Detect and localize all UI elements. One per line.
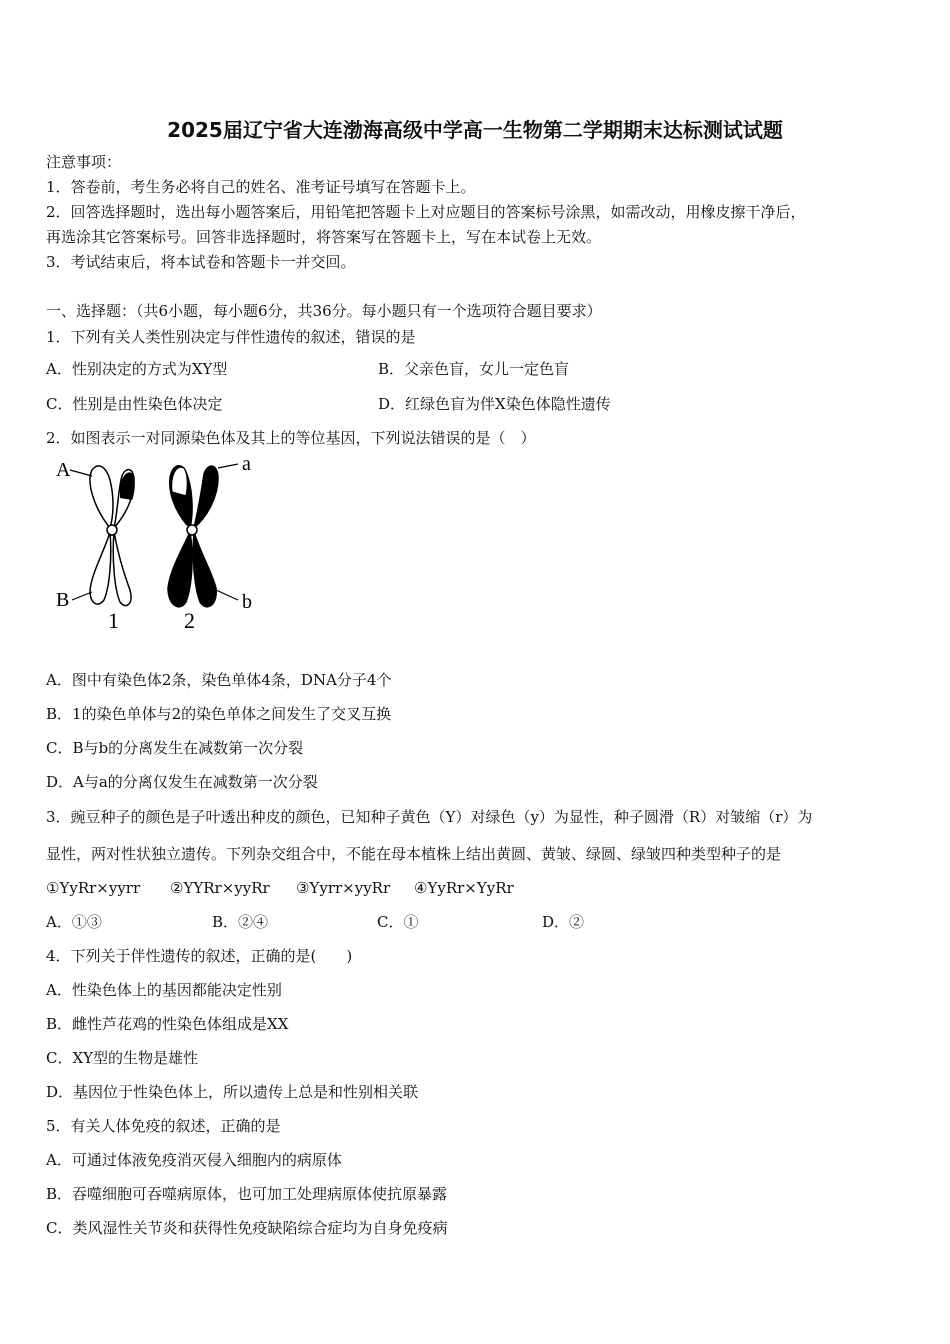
- q3-option-c: C．①: [377, 913, 419, 931]
- notice-heading: 注意事项：: [46, 153, 122, 171]
- q2-option-b: B．1的染色单体与2的染色单体之间发生了交叉互换: [46, 705, 392, 723]
- q3-combo-1: ①YyRr×yyrr: [46, 879, 141, 897]
- section-heading: 一、选择题：（共6小题，每小题6分，共36分。每小题只有一个选项符合题目要求）: [46, 302, 602, 320]
- notice-item-2-cont: 再选涂其它答案标号。回答非选择题时，将答案写在答题卡上，写在本试卷上无效。: [46, 228, 602, 246]
- gene-label-b: b: [242, 591, 252, 613]
- q1-option-d: D．红绿色盲为伴X染色体隐性遗传: [378, 395, 611, 413]
- q3-option-d: D．②: [542, 913, 585, 931]
- chromosome-2-lower-right: [193, 532, 216, 607]
- q3-combo-3: ③Yyrr×yyRr: [296, 879, 391, 897]
- chromosome-1-upper-left: [90, 466, 113, 528]
- q2-stem: 2．如图表示一对同源染色体及其上的等位基因，下列说法错误的是（ ）: [46, 429, 536, 447]
- q4-option-a: A．性染色体上的基因都能决定性别: [46, 981, 282, 999]
- q3-combo-2: ②YYRr×yyRr: [170, 879, 270, 897]
- gene-label-a: a: [242, 456, 251, 475]
- q3-option-b: B．②④: [212, 913, 269, 931]
- chromosome-2-upper-right: [194, 466, 218, 528]
- chromosome-1-lower-left: [90, 532, 111, 604]
- notice-item-3: 3．考试结束后，将本试卷和答题卡一并交回。: [46, 253, 356, 271]
- chromosome-2-lower-left: [168, 532, 192, 607]
- q4-option-b: B．雌性芦花鸡的性染色体组成是XX: [46, 1015, 289, 1033]
- q1-option-b: B．父亲色盲，女儿一定色盲: [378, 360, 570, 378]
- q1-option-c: C．性别是由性染色体决定: [46, 395, 223, 413]
- q5-option-b: B．吞噬细胞可吞噬病原体，也可加工处理病原体使抗原暴露: [46, 1185, 448, 1203]
- q3-stem-line-1: 3．豌豆种子的颜色是子叶透出种皮的颜色，已知种子黄色（Y）对绿色（y）为显性，种子圆滑（R）对皱缩（r）为: [46, 808, 813, 826]
- centromere-2: [187, 525, 197, 535]
- q2-option-a: A．图中有染色体2条，染色单体4条，DNA分子4个: [46, 671, 392, 689]
- q5-option-c: C．类风湿性关节炎和获得性免疫缺陷综合症均为自身免疫病: [46, 1219, 448, 1237]
- q1-option-a: A．性别决定的方式为XY型: [46, 360, 228, 378]
- chromosome-number-1: 1: [108, 608, 119, 633]
- q2-option-d: D．A与a的分离仅发生在减数第一次分裂: [46, 773, 318, 791]
- notice-item-1: 1．答卷前，考生务必将自己的姓名、准考证号填写在答题卡上。: [46, 178, 476, 196]
- gene-label-B: B: [56, 589, 70, 611]
- q5-stem: 5．有关人体免疫的叙述，正确的是: [46, 1117, 281, 1135]
- q2-option-c: C．B与b的分离发生在减数第一次分裂: [46, 739, 304, 757]
- centromere-1: [107, 525, 117, 535]
- chromosome-1-lower-right: [113, 532, 131, 606]
- q3-stem-line-2: 显性，两对性状独立遗传。下列杂交组合中，不能在母本植株上结出黄圆、黄皱、绿圆、绿皱四种类型种子的是: [46, 845, 782, 863]
- gene-label-A: A: [56, 459, 71, 481]
- q3-option-a: A．①③: [46, 913, 102, 931]
- q1-stem: 1．下列有关人类性别决定与伴性遗传的叙述，错误的是: [46, 328, 416, 346]
- chromosome-figure: [52, 456, 262, 636]
- chromosome-number-2: 2: [184, 608, 195, 633]
- page-title: 2025届辽宁省大连渤海高级中学高一生物第二学期期末达标测试试题: [167, 118, 783, 142]
- q5-option-a: A．可通过体液免疫消灭侵入细胞内的病原体: [46, 1151, 342, 1169]
- q4-option-c: C．XY型的生物是雄性: [46, 1049, 199, 1067]
- q4-stem: 4．下列关于伴性遗传的叙述，正确的是( ): [46, 947, 353, 965]
- notice-item-2: 2．回答选择题时，选出每小题答案后，用铅笔把答题卡上对应题目的答案标号涂黑，如需改动，用橡皮擦干净后，: [46, 203, 806, 221]
- q4-option-d: D．基因位于性染色体上，所以遗传上总是和性别相关联: [46, 1083, 419, 1101]
- q3-combo-4: ④YyRr×YyRr: [414, 879, 514, 897]
